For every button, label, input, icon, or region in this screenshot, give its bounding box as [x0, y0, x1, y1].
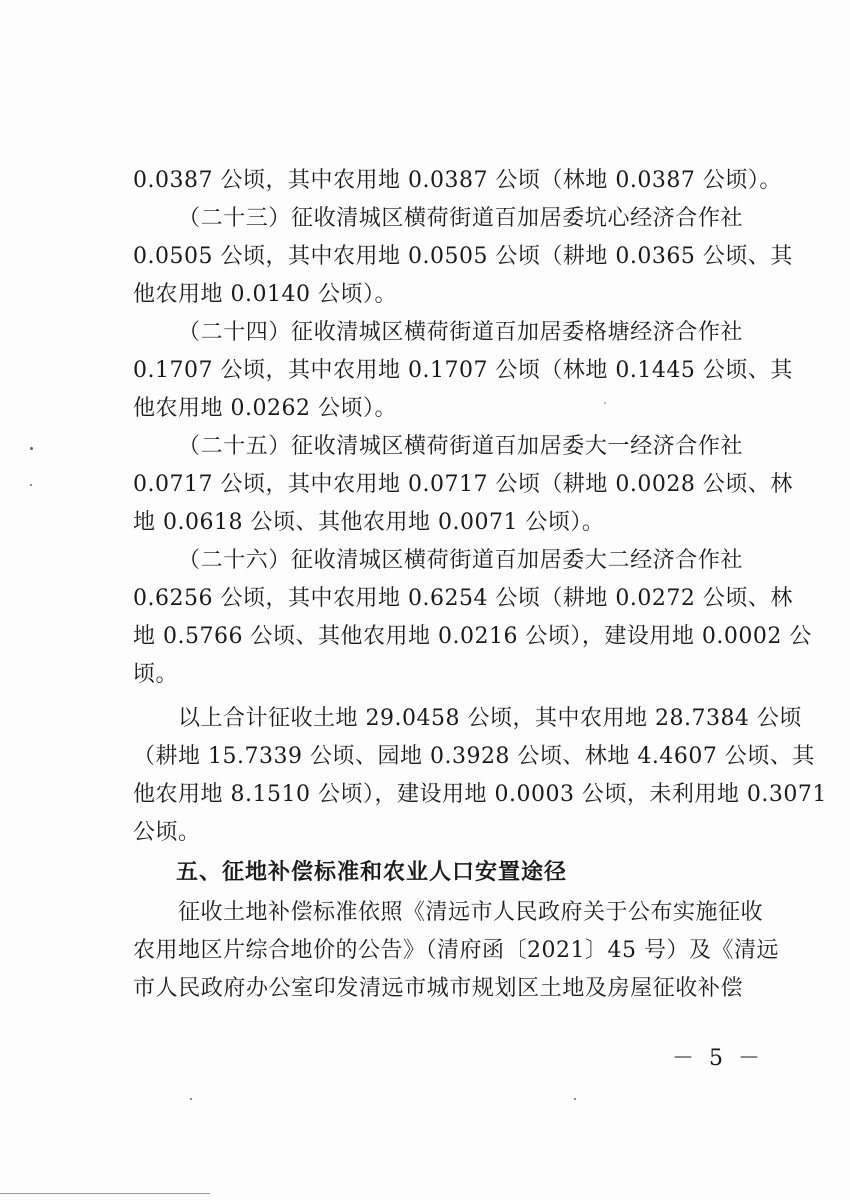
text-line: 农用地区片综合地价的公告》（清府函〔2021〕45 号）及《清远 [133, 938, 779, 963]
text-line: 0.6256 公顷，其中农用地 0.6254 公顷（耕地 0.0272 公顷、林 [133, 586, 793, 611]
text-line: 他农用地 0.0140 公顷）。 [133, 282, 397, 307]
scan-edge-line [0, 1193, 210, 1194]
text-line: 0.0387 公顷，其中农用地 0.0387 公顷（林地 0.0387 公顷）。 [133, 168, 782, 193]
scan-speck [30, 447, 33, 450]
text-line: 以上合计征收土地 29.0458 公顷，其中农用地 28.7384 公顷 [178, 706, 802, 731]
text-line: 地 0.5766 公顷、其他农用地 0.0216 公顷），建设用地 0.0002 公 [133, 624, 812, 649]
text-line: （二十六）征收清城区横荷街道百加居委大二经济合作社 [178, 548, 743, 573]
page-number: － 5 － [672, 1046, 764, 1071]
section-heading: 五、征地补偿标准和农业人口安置途径 [176, 860, 568, 885]
text-line: 顷。 [133, 662, 179, 687]
text-line: 地 0.0618 公顷、其他农用地 0.0071 公顷）。 [133, 510, 605, 535]
text-line: （耕地 15.7339 公顷、园地 0.3928 公顷、林地 4.4607 公顷、其 [133, 744, 815, 769]
text-line: 公顷。 [133, 820, 201, 845]
scan-speck [604, 402, 606, 404]
text-line: （二十五）征收清城区横荷街道百加居委大一经济合作社 [178, 434, 743, 459]
text-line: 0.0717 公顷，其中农用地 0.0717 公顷（耕地 0.0028 公顷、林 [133, 472, 793, 497]
text-line: 市人民政府办公室印发清远市城市规划区土地及房屋征收补偿 [133, 976, 743, 1001]
scan-speck [574, 1098, 576, 1100]
text-line: 他农用地 0.0262 公顷）。 [133, 396, 397, 421]
text-line: 0.0505 公顷，其中农用地 0.0505 公顷（耕地 0.0365 公顷、其 [133, 244, 793, 269]
text-line: 他农用地 8.1510 公顷），建设用地 0.0003 公顷，未利用地 0.3071 [133, 782, 827, 807]
scan-speck [30, 484, 32, 486]
text-line: 0.1707 公顷，其中农用地 0.1707 公顷（林地 0.1445 公顷、其 [133, 358, 793, 383]
text-line: （二十四）征收清城区横荷街道百加居委格塘经济合作社 [178, 320, 743, 345]
text-line: （二十三）征收清城区横荷街道百加居委坑心经济合作社 [178, 206, 743, 231]
text-line: 征收土地补偿标准依照《清远市人民政府关于公布实施征收 [178, 900, 764, 925]
scan-speck [190, 1098, 192, 1100]
